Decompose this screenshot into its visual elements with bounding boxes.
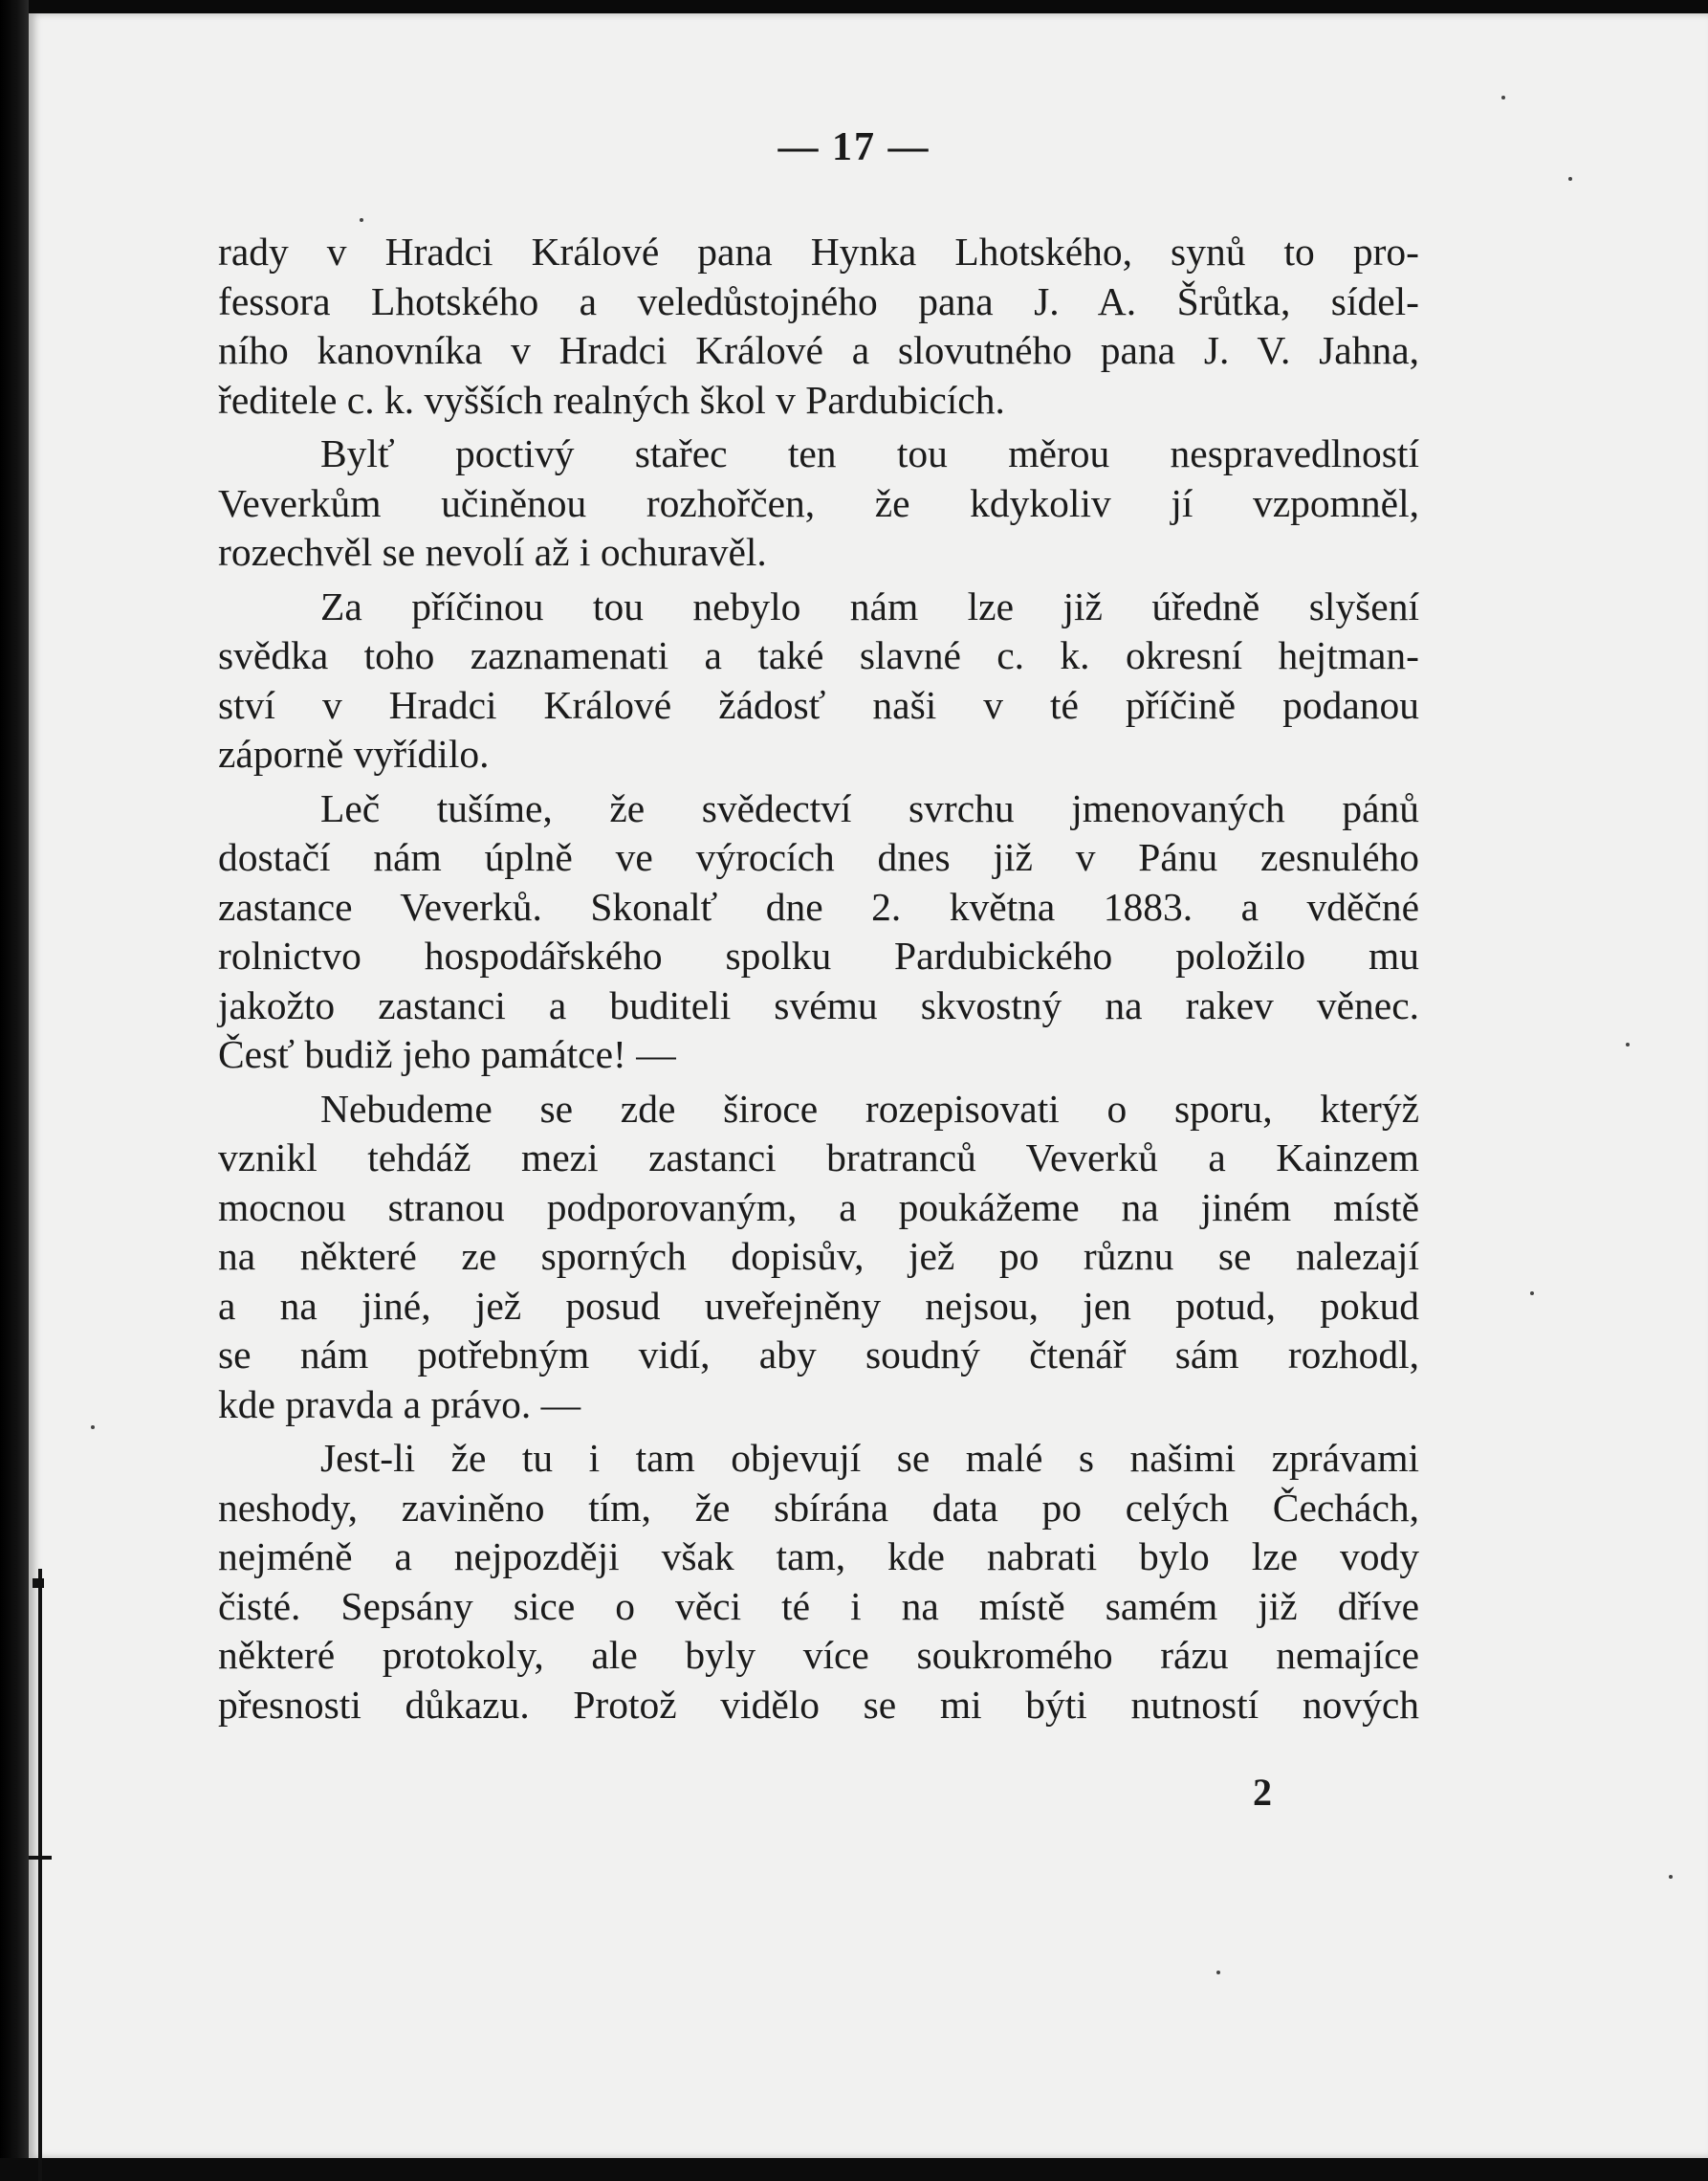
text-line: některé protokoly, ale byly více soukromého rázu nemajíce: [218, 1633, 1419, 1677]
scan-speck: [1626, 1043, 1630, 1046]
body-text: [218, 228, 1419, 1729]
text-line: Leč tušíme, že svědectví svrchu jmenovaných pánů: [320, 785, 1419, 830]
text-line: neshody, zaviněno tím, že sbírána data po celých Čechách,: [218, 1485, 1419, 1530]
text-line: Bylť poctivý stařec ten tou měrou nespravedlností: [320, 431, 1419, 475]
text-line: ního kanovníka v Hradci Králové a slovutného pana J. V. Jahna,: [218, 328, 1419, 372]
text-line: nejméně a nejpozději však tam, kde nabrati bylo lze vody: [218, 1534, 1419, 1578]
text-line: Nebudeme se zde široce rozepisovati o sporu, kterýž: [320, 1086, 1419, 1131]
text-line: rozechvěl se nevolí až i ochuravěl.: [218, 530, 767, 574]
text-line: vznikl tehdáž mezi zastanci bratranců Veverků a Kainzem: [218, 1135, 1419, 1179]
text-line: Jest-li že tu i tam objevují se malé s našimi zprávami: [320, 1436, 1419, 1480]
text-line: Veverkům učiněnou rozhořčen, že kdykoliv jí vzpomněl,: [218, 480, 1419, 525]
margin-mark: [29, 1856, 52, 1860]
scan-speck: [360, 218, 363, 222]
text-line: přesnosti důkazu. Protož vidělo se mi býti nutností nových: [218, 1682, 1419, 1727]
text-line: čisté. Sepsány sice o věci té i na místě samém již dříve: [218, 1583, 1419, 1628]
text-line: jakožto zastanci a buditeli svému skvostný na rakev věnec.: [218, 982, 1419, 1027]
page-number-header: — 17 —: [777, 125, 931, 169]
text-line: na některé ze sporných dopisův, jež po různu se nalezají: [218, 1234, 1419, 1278]
text-line: se nám potřebným vidí, aby soudný čtenář sám rozhodl,: [218, 1333, 1419, 1377]
text-line: Česť budiž jeho památce! —: [218, 1032, 676, 1076]
signature-mark: 2: [1253, 1771, 1272, 1814]
scan-top-border: [0, 0, 1708, 13]
text-line: rolnictvo hospodářského spolku Pardubického položilo mu: [218, 934, 1419, 978]
scan-speck: [1568, 177, 1572, 181]
text-line: dostačí nám úplně ve výrocích dnes již v Pánu zesnulého: [218, 835, 1419, 879]
text-line: a na jiné, jež posud uveřejněny nejsou, jen potud, pokud: [218, 1283, 1419, 1328]
scan-speck: [1669, 1875, 1673, 1879]
margin-mark: [38, 1569, 42, 2181]
text-line: zastance Veverků. Skonalť dne 2. května 1883. a vděčné: [218, 884, 1419, 929]
text-line: mocnou stranou podporovaným, a poukážeme na jiném místě: [218, 1184, 1419, 1229]
text-line: svědka toho zaznamenati a také slavné c. k. okresní hejtman-: [218, 633, 1419, 677]
margin-mark: [33, 1578, 44, 1588]
scan-speck: [91, 1425, 95, 1429]
text-line: rady v Hradci Králové pana Hynka Lhotského, synů to pro-: [218, 230, 1419, 274]
text-line: záporně vyřídilo.: [218, 732, 490, 776]
text-line: Za příčinou tou nebylo nám lze již úředně slyšení: [320, 584, 1419, 628]
scan-speck: [1530, 1291, 1534, 1295]
text-line: fessora Lhotského a veledůstojného pana J. A. Šrůtka, sídel-: [218, 278, 1419, 323]
book-spine: [0, 0, 29, 2158]
text-line: ství v Hradci Králové žádosť naši v té příčině podanou: [218, 682, 1419, 727]
text-line: ředitele c. k. vyšších realných škol v Pardubicích.: [218, 377, 1005, 422]
scan-speck: [1216, 1971, 1220, 1974]
scan-speck: [1501, 96, 1505, 99]
text-line: kde pravda a právo. —: [218, 1381, 581, 1426]
